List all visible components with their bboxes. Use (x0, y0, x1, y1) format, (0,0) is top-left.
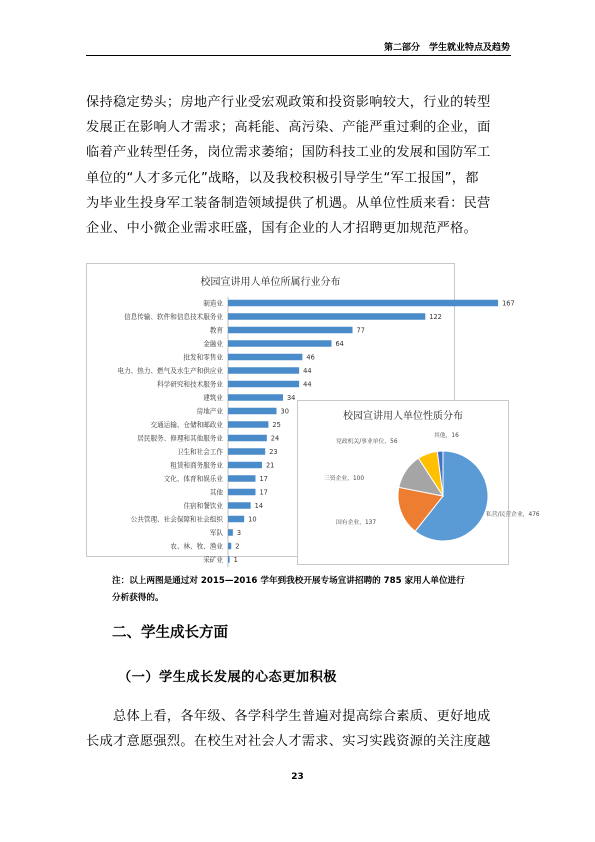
bar (228, 354, 302, 361)
category-label: 交通运输、仓储和邮政业 (150, 420, 223, 429)
bar (228, 300, 498, 307)
data-label: 24 (270, 434, 280, 443)
pie-data-label: 三资企业，100 (324, 476, 365, 482)
category-label: 住宿和餐饮业 (183, 501, 223, 510)
paragraph-2 (86, 704, 511, 754)
data-label: 167 (502, 299, 515, 308)
category-label: 建筑业 (203, 393, 223, 402)
note-line: 注：以上两图是通过对 2015—2016 学年到我校开展专场宣讲招聘的 785 家用人单位进行 (112, 576, 465, 586)
paragraph-line: 为毕业生投身军工装备制造领域提供了机遇。从单位性质来看：民营 (86, 195, 491, 211)
bar (228, 313, 425, 320)
data-label: 34 (286, 393, 296, 402)
data-label: 122 (429, 312, 442, 321)
category-label: 采矿业 (203, 555, 223, 564)
paragraph-1 (86, 90, 511, 241)
data-label: 25 (272, 420, 281, 429)
data-label: 10 (248, 515, 257, 524)
data-label: 17 (259, 488, 268, 497)
paragraph-line: 单位的“人才多元化”战略，以及我校积极引导学生“军工报国”，都 (86, 170, 479, 186)
bar (228, 408, 277, 415)
ownership-pie-chart (297, 400, 540, 565)
paragraph-line: 保持稳定势头；房地产行业受宏观政策和投资影响较大，行业的转型 (86, 95, 491, 110)
category-label: 教育 (209, 326, 223, 335)
running-header: 第二部分 学生就业特点及趋势 (383, 43, 510, 53)
pie-chart-svg (298, 401, 540, 564)
pie-data-label: 私营/民营企业，476 (486, 512, 540, 518)
category-label: 批发和零售业 (183, 353, 223, 362)
category-label: 房地产业 (196, 407, 223, 416)
bar (228, 327, 353, 334)
section-heading: 二、学生成长方面 (112, 625, 228, 641)
bar (228, 489, 255, 496)
bar (228, 381, 299, 388)
data-label: 44 (303, 380, 312, 389)
category-label: 公共管理、社会保障和社会组织 (130, 515, 223, 524)
category-label: 制造业 (203, 299, 223, 308)
data-label: 77 (356, 326, 365, 335)
bar (228, 475, 255, 482)
category-label: 卫生和社会工作 (176, 447, 223, 456)
category-label: 农、林、牧、渔业 (170, 542, 223, 551)
chart-title: 校园宣讲用人单位所属行业分布 (200, 277, 341, 288)
chart-title: 校园宣讲用人单位性质分布 (343, 411, 463, 422)
data-label: 30 (280, 407, 289, 416)
bar (228, 435, 267, 442)
paragraph-line: 企业、中小微企业需求旺盛，国有企业的人才招聘更加规范严格。 (86, 221, 478, 237)
category-label: 信息传输、软件和信息技术服务业 (124, 312, 223, 321)
pie-data-label: 党政机关/事业单位，56 (336, 439, 398, 445)
category-label: 电力、热力、燃气及水生产和供应业 (117, 366, 223, 375)
bar (228, 367, 299, 374)
category-label: 金融业 (203, 339, 223, 348)
data-label: 14 (254, 501, 264, 510)
data-label: 23 (269, 447, 278, 456)
category-label: 军队 (209, 528, 223, 537)
category-label: 文化、体育和娱乐业 (163, 474, 223, 483)
bar (228, 516, 244, 523)
data-label: 2 (235, 542, 240, 551)
paragraph-line: 长成才意愿强烈。在校生对社会人才需求、实习实践资源的关注度越 (86, 734, 491, 750)
header-rule (86, 55, 511, 56)
data-label: 44 (303, 366, 312, 375)
data-label: 1 (233, 555, 238, 564)
category-label: 居民服务、修理和其他服务业 (137, 434, 223, 443)
data-label: 64 (335, 339, 344, 348)
bar (228, 502, 251, 509)
data-label: 17 (259, 474, 268, 483)
bar (228, 543, 231, 550)
bar (228, 556, 230, 563)
pie-data-label: 国有企业，137 (336, 520, 377, 526)
paragraph-line: 临着产业转型任务，岗位需求萎缩；国防科技工业的发展和国防军工 (86, 145, 491, 161)
page-number: 23 (291, 772, 304, 782)
pie-data-label: 其他，16 (434, 433, 459, 439)
paragraph-line: 总体上看，各年级、各学科学生普遍对提高综合素质、更好地成 (86, 709, 491, 724)
category-label: 科学研究和技术服务业 (157, 380, 223, 389)
bar (228, 421, 268, 428)
note-line: 分析获得的。 (112, 593, 164, 603)
subsection-heading: （一）学生成长发展的心态更加积极 (118, 670, 337, 685)
data-label: 46 (306, 353, 315, 362)
bar (228, 340, 331, 347)
bar (228, 462, 262, 469)
category-label: 租赁和商务服务业 (170, 461, 223, 470)
figure-note (112, 573, 512, 607)
bar (228, 394, 283, 401)
bar (228, 448, 265, 455)
data-label: 21 (265, 461, 275, 470)
category-label: 其他 (209, 488, 223, 497)
paragraph-line: 发展正在影响人才需求；高耗能、高污染、产能严重过剩的企业，面 (86, 120, 491, 136)
data-label: 3 (236, 528, 242, 537)
bar (228, 529, 233, 536)
